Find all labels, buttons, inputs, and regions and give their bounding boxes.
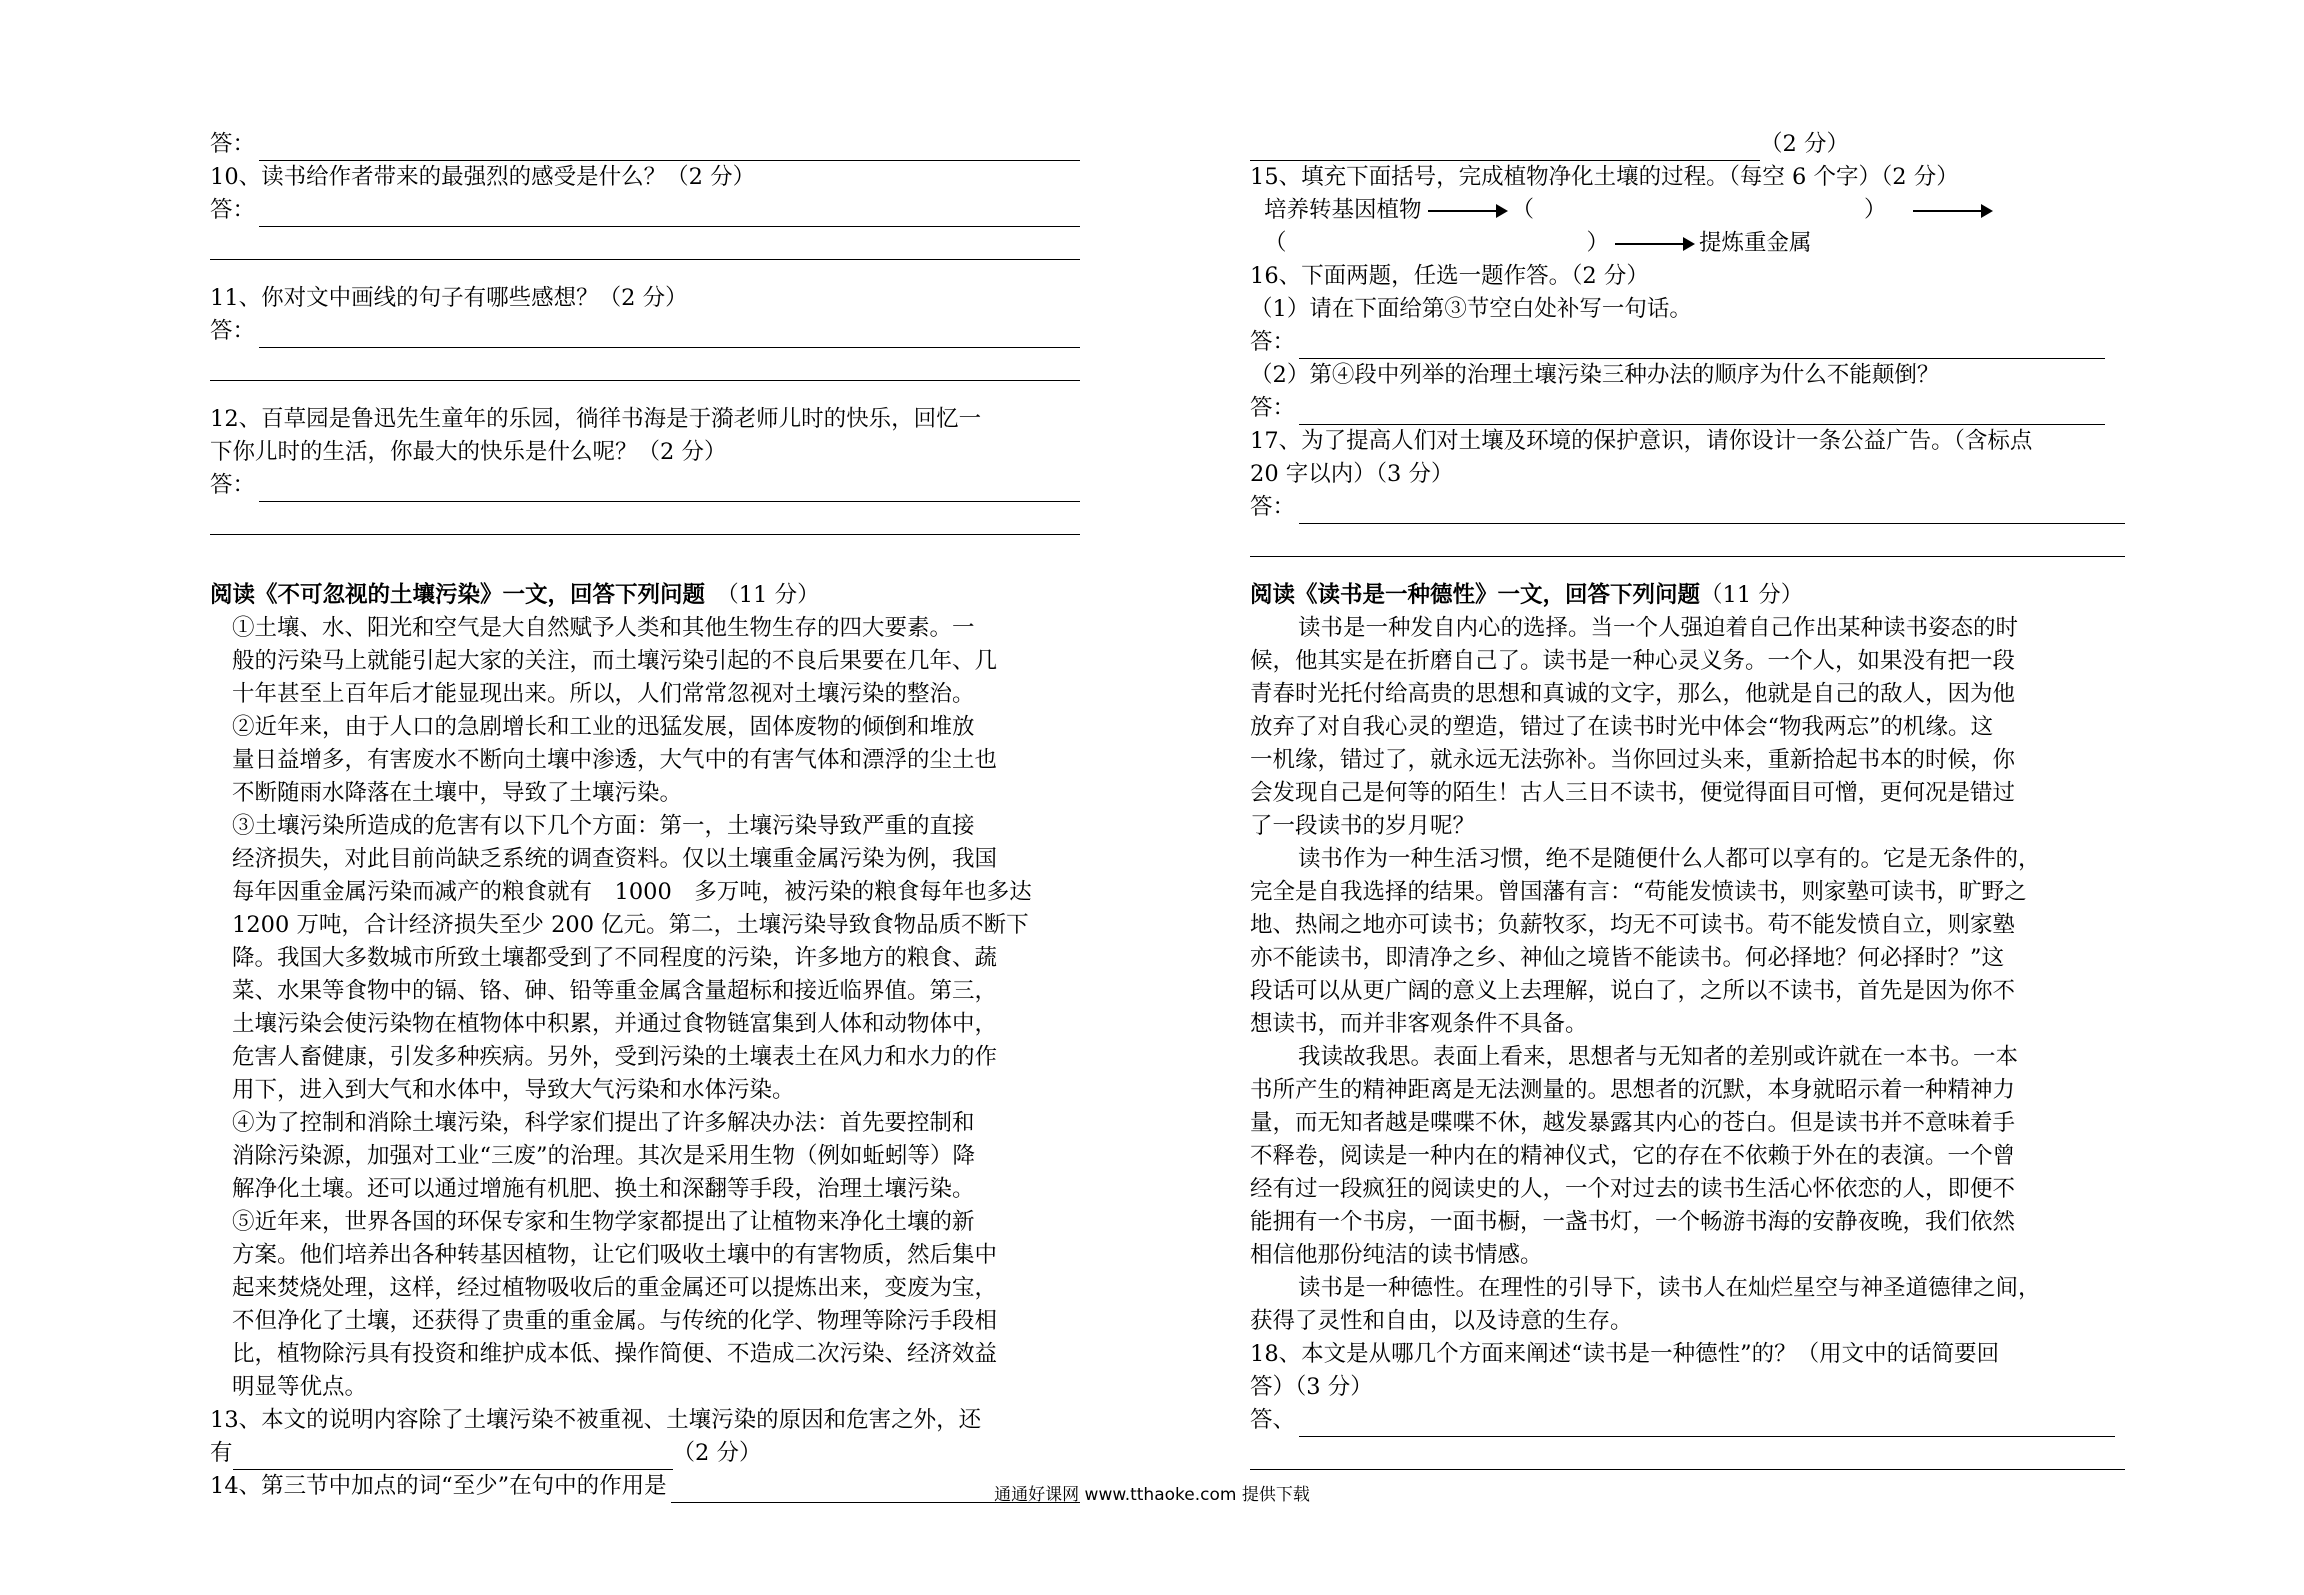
question-15: 15、填充下面括号，完成植物净化土壤的过程。（每空 6 个字）（2 分） [1250, 164, 1959, 190]
flow-row-1 [1250, 194, 2125, 227]
book-para-2: 读书作为一种生活习惯，绝不是随便什么人都可以享有的。它是无条件的， 完全是自我选择的结果。曾国藩有言：“苟能发愤读书，则家塾可读书，旷野之 地、热闹之地亦可读书；负薪牧豕，均无不可读书。苟不能发愤自立，则家塾 亦不能读书，即清净之乡、神仙之境皆不能读书。何必择地？何必择时？”这 段话可以从更广阔的意义上去理解，说白了，之所以不读书，首先是因为你不 想读书，而并非客观条件不具备。 [1250, 846, 2041, 1037]
book-para-3: 我读故我思。表面上看来，思想者与无知者的差别或许就在一本书。一本 书所产生的精神距离是无法测量的。思想者的沉默，本身就昭示着一种精神力 量，而无知者越是喋喋不休，越发暴露其内心的苍白。但是读书并不意味着手 不释卷，阅读是一种内在的精神仪式，它的存在不依赖于外在的表演。一个曾 经有过一段疯狂的阅读史的人，一个对过去的读书生活心怀依恋的人，即便不 能拥有一个书房，一面书橱，一盏书灯，一个畅游书海的安静夜晚，我们依然 相信他那份纯洁的读书情感。 [1250, 1044, 2019, 1268]
flow-start: 培养转基因植物 [1264, 197, 1422, 223]
answer-extra-line-10 [210, 227, 1080, 260]
reading-title-soil: 阅读《不可忽视的土壤污染》一文，回答下列问题 （11 分） [210, 582, 820, 608]
flow-paren-open: （ [1511, 197, 1535, 223]
answer-extra-line-11 [210, 348, 1080, 381]
arrow-icon [1913, 210, 1991, 212]
answer-line-17: 答： [1250, 491, 2125, 524]
answer-line-11: 答： [210, 315, 1080, 348]
question-17-line2: 20 字以内）（3 分） [1250, 461, 1454, 487]
answer-line-12: 答： [210, 469, 1080, 502]
answer-extra-line-12 [210, 502, 1080, 535]
answer-line-18: 答、 [1250, 1404, 2125, 1437]
question-12-line1: 12、百草园是鲁迅先生童年的乐园，徜徉书海是于漪老师儿时的快乐，回忆一 [210, 406, 982, 432]
question-11: 11、你对文中画线的句子有哪些感想？（2 分） [210, 285, 688, 311]
question-12-line2: 下你儿时的生活，你最大的快乐是什么呢？（2 分） [210, 439, 727, 465]
book-para-4: 读书是一种德性。在理性的引导下，读书人在灿烂星空与神圣道德律之间， 获得了灵性和自由，以及诗意的生存。 [1250, 1275, 2041, 1334]
question-16: 16、下面两题，任选一题作答。（2 分） [1250, 263, 1649, 289]
answer-line-14-cont: （2 分） [1250, 128, 2125, 161]
question-14: 14、第三节中加点的词“至少”在句中的作用是 [210, 1470, 1080, 1503]
question-18-line1: 18、本文是从哪几个方面来阐述“读书是一种德性”的？（用文中的话简要回 [1250, 1341, 2000, 1367]
soil-para-1: ①土壤、水、阳光和空气是大自然赋予人类和其他生物生存的四大要素。一 般的污染马上就能引起大家的关注，而土壤污染引起的不良后果要在几年、几 十年甚至上百年后才能显现出来。所以，人们常常忽视对土壤污染的整治。 [232, 615, 998, 707]
question-13-line2: 有 （2 分） [210, 1437, 1080, 1470]
question-13-line1: 13、本文的说明内容除了土壤污染不被重视、土壤污染的原因和危害之外，还 [210, 1407, 982, 1433]
reading-title-book: 阅读《读书是一种德性》一文，回答下列问题（11 分） [1250, 582, 1804, 608]
answer-extra-line-18 [1250, 1437, 2125, 1470]
answer-line-9: 答： [210, 128, 1080, 161]
answer-line-16-2: 答： [1250, 392, 2125, 425]
left-column [210, 128, 1080, 1503]
question-18-line2: 答）（3 分） [1250, 1374, 1373, 1400]
soil-para-3: ③土壤污染所造成的危害有以下几个方面：第一，土壤污染导致严重的直接 经济损失，对此目前尚缺乏系统的调查资料。仅以土壤重金属污染为例，我国 每年因重金属污染而减产的粮食就有 1000 多万吨，被污染的粮食每年也多达 1200 万吨，合计经济损失至少 200 亿元。第二，土壤污染导致食物品质不断下 降。我国大多数城市所致土壤都受到了不同程度的污染，许多地方的粮食、蔬 菜、水果等食物中的镉、铬、砷、铅等重金属含量超标和接近临界值。第三， 土壤污染会使污染物在植物体中积累，并通过食物链富集到人体和动物体中， 危害人畜健康，引发多种疾病。另外，受到污染的土壤表土在风力和水力的作 用下，进入到大气和水体中，导致大气污染和水体污染。 [232, 813, 1032, 1103]
question-16-2: （2）第④段中列举的治理土壤污染三种办法的顺序为什么不能颠倒？ [1250, 362, 1940, 388]
flow-end: 提炼重金属 [1699, 230, 1812, 256]
soil-para-5: ⑤近年来，世界各国的环保专家和生物学家都提出了让植物来净化土壤的新 方案。他们培养出各种转基因植物，让它们吸收土壤中的有害物质，然后集中 起来焚烧处理，这样，经过植物吸收后的重金属还可以提炼出来，变废为宝， 不但净化了土壤，还获得了贵重的重金属。与传统的化学、物理等除污手段相 比，植物除污具有投资和维护成本低、操作简便、不造成二次污染、经济效益 明显等优点。 [232, 1209, 998, 1400]
question-16-1: （1）请在下面给第③节空白处补写一句话。 [1250, 296, 1692, 322]
arrow-icon [1428, 210, 1506, 212]
arrow-icon [1615, 243, 1693, 245]
footer-credit: 通通好课网 www.tthaoke.com 提供下载 [994, 1485, 1310, 1505]
question-17-line1: 17、为了提高人们对土壤及环境的保护意识，请你设计一条公益广告。（含标点 [1250, 428, 2033, 454]
answer-line-16-1: 答： [1250, 326, 2125, 359]
flow-row-2: （ ） 提炼重金属 [1250, 227, 2125, 260]
soil-para-2: ②近年来，由于人口的急剧增长和工业的迅猛发展，固体废物的倾倒和堆放 量日益增多，有害废水不断向土壤中渗透，大气中的有害气体和漂浮的尘土也 不断随雨水降落在土壤中，导致了土壤污染。 [232, 714, 998, 806]
soil-para-4: ④为了控制和消除土壤污染，科学家们提出了许多解决办法：首先要控制和 消除污染源，加强对工业“三废”的治理。其次是采用生物（例如蚯蚓等）降 解净化土壤。还可以通过增施有机肥、换土和深翻等手段，治理土壤污染。 [232, 1110, 976, 1202]
right-column [1250, 128, 2125, 1470]
book-para-1: 读书是一种发自内心的选择。当一个人强迫着自己作出某种读书姿态的时 候，他其实是在折磨自己了。读书是一种心灵义务。一个人，如果没有把一段 青春时光托付给高贵的思想和真诚的文字，那么，他就是自己的敌人，因为他 放弃了对自我心灵的塑造，错过了在读书时光中体会“物我两忘”的机缘。这 一机缘，错过了，就永远无法弥补。当你回过头来，重新拾起书本的时候，你 会发现自己是何等的陌生！古人三日不读书，便觉得面目可憎，更何况是错过 了一段读书的岁月呢？ [1250, 615, 2019, 839]
flow-paren-close: ） [1864, 197, 1887, 223]
question-10: 10、读书给作者带来的最强烈的感受是什么？（2 分） [210, 164, 756, 190]
answer-extra-line-17 [1250, 524, 2125, 557]
answer-line-10: 答： [210, 194, 1080, 227]
